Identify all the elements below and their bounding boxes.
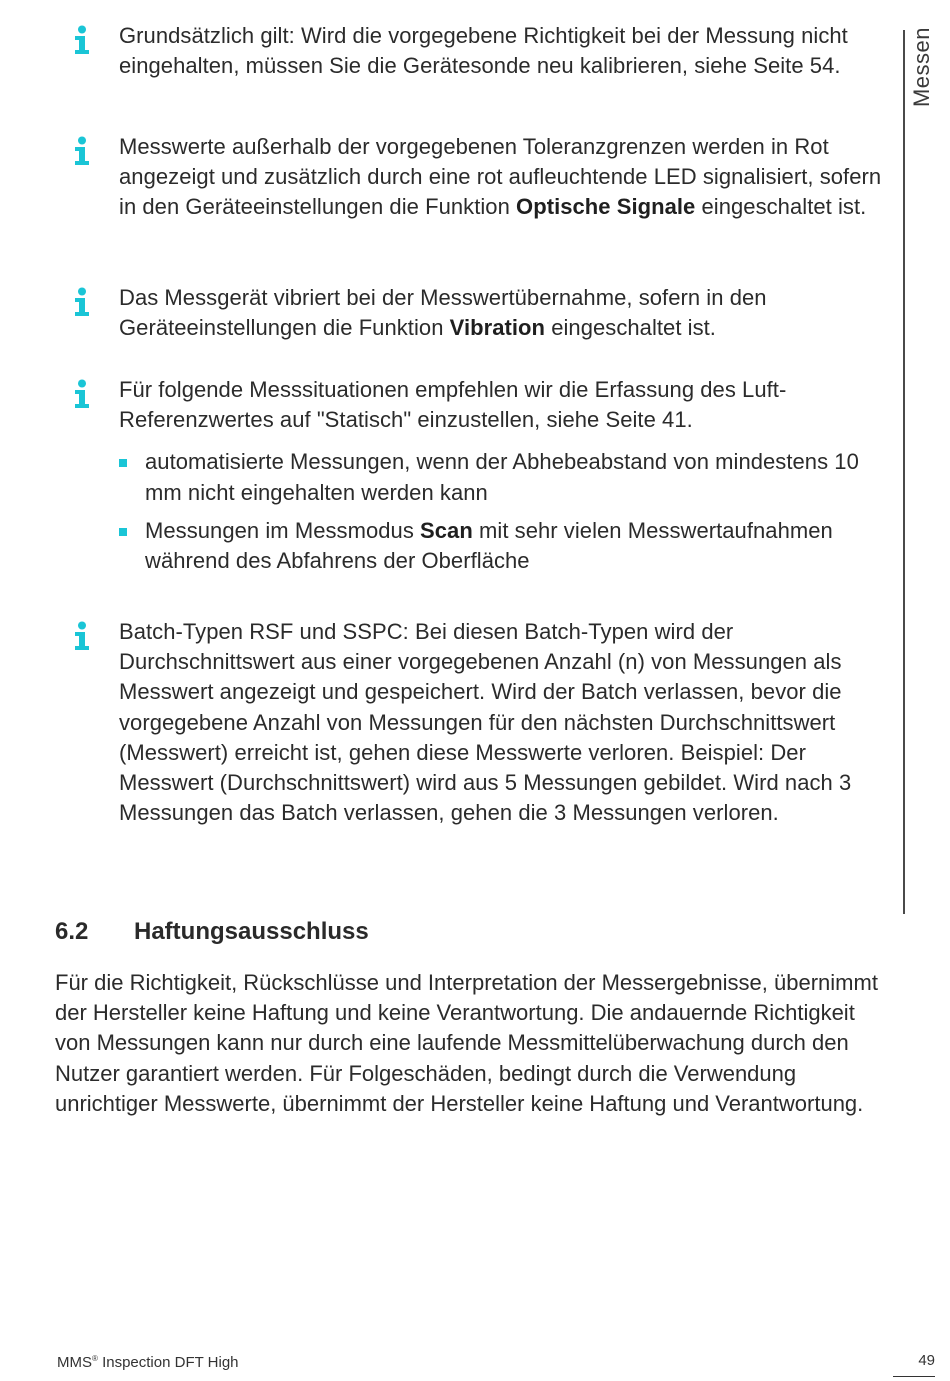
bullet-list <box>119 447 892 576</box>
mode-name: Scan <box>420 517 473 543</box>
info-icon <box>72 379 92 409</box>
note-text: Grundsätzlich gilt: Wird die vorgegebene Richtigkeit bei der Messung nicht eingehalten, müssen Sie die Gerätesonde neu kalibrieren, siehe Seite 54. <box>119 23 848 79</box>
chapter-tab-label: Messen <box>909 26 934 108</box>
note-text: Das Messgerät vibriert bei der Messwertübernahme, sofern in den Geräteeinstellungen die Funktion Vibration eingeschaltet ist. <box>119 285 767 341</box>
section-title: Haftungsausschluss <box>134 918 369 945</box>
function-name: Vibration <box>449 315 546 341</box>
info-note-tolerance <box>72 132 892 223</box>
info-icon <box>72 136 92 166</box>
chapter-divider <box>903 30 905 914</box>
bullet-square-icon <box>119 528 127 536</box>
section-heading <box>55 918 369 946</box>
page-number: 49 <box>918 1352 935 1369</box>
section-body: Für die Richtigkeit, Rückschlüsse und Interpretation der Messergebnisse, übernimmt der Hersteller keine Haftung und keine Verantwortung. Die andauernde Richtigkeit von Messungen kann nur durch eine laufende Messmittelüberwachung durch den Nutzer garantiert werden. Für Folgeschäden, bedingt durch die Verwendung unrichtiger Messwerte, übernimmt der Hersteller keine Haftung und Verantwortung. <box>55 970 878 1116</box>
page-number-underline <box>893 1376 935 1377</box>
info-note-calibration <box>72 21 892 81</box>
chapter-tab <box>908 26 936 108</box>
note-text: Für folgende Messsituationen empfehlen wir die Erfassung des Luft-Referenzwertes auf "Statisch" einzustellen, siehe Seite 41. automatisierte Messungen, wenn der Abhebeabstand von mindestens 10 mm nicht eingehalten werden kann Messungen im Messmodus Scan mit sehr vielen Messwertaufnahmen während des Abfahrens der Oberfläche <box>119 375 892 576</box>
function-name: Optische Signale <box>516 194 696 220</box>
list-item: Messungen im Messmodus Scan mit sehr vielen Messwertaufnahmen während des Abfahrens der Oberfläche <box>119 516 892 576</box>
footer-product: MMS® Inspection DFT High <box>57 1354 239 1371</box>
list-item: automatisierte Messungen, wenn der Abhebeabstand von mindestens 10 mm nicht eingehalten werden kann <box>119 447 892 507</box>
info-icon <box>72 287 92 317</box>
info-note-vibration <box>72 283 892 343</box>
note-text: Messwerte außerhalb der vorgegebenen Toleranzgrenzen werden in Rot angezeigt und zusätzlich durch eine rot aufleuchtende LED signalisiert, sofern in den Geräteeinstellungen die Funktion Optische Signale eingeschaltet ist. <box>119 134 882 220</box>
info-icon <box>72 25 92 55</box>
note-text: Batch-Typen RSF und SSPC: Bei diesen Batch-Typen wird der Durchschnittswert aus einer vorgegebenen Anzahl (n) von Messungen als Messwert angezeigt und gespeichert. Wird der Batch verlassen, bevor die vorgegebene Anzahl von Messungen für den nächsten Durchschnittswert (Messwert) erreicht ist, gehen diese Messwerte verloren. Beispiel: Der Messwert (Durchschnittswert) wird aus 5 Messungen gebildet. Wird nach 3 Messungen das Batch verlassen, gehen die 3 Messungen verloren. <box>119 619 852 826</box>
info-note-air-reference <box>72 375 892 584</box>
section-number: 6.2 <box>55 918 89 945</box>
info-note-batch <box>72 617 892 828</box>
info-icon <box>72 621 92 651</box>
bullet-square-icon <box>119 459 127 467</box>
